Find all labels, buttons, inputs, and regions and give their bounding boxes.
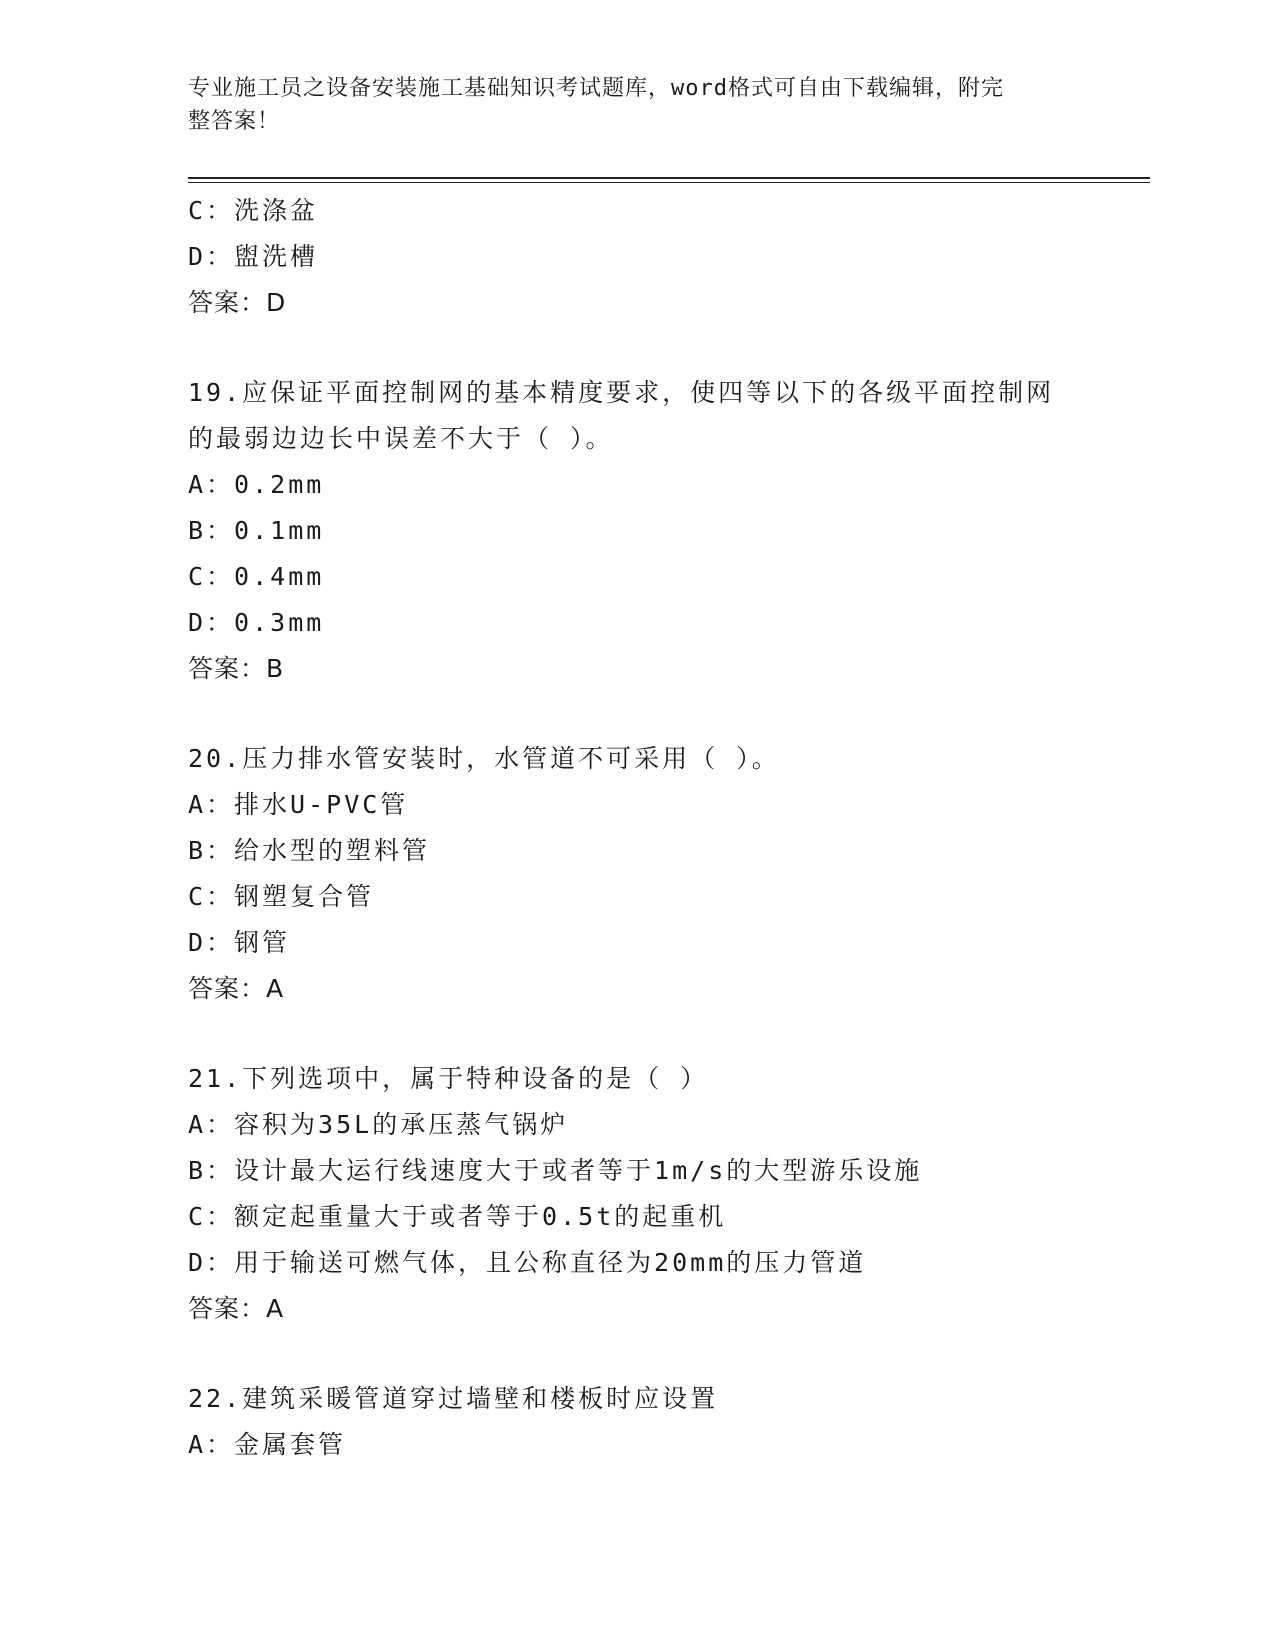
option-d: D：用于输送可燃气体，且公称直径为20mm的压力管道 bbox=[188, 1248, 867, 1277]
document-header bbox=[188, 72, 1068, 138]
document-body bbox=[188, 188, 1148, 1468]
option-c: C：洗涤盆 bbox=[188, 196, 319, 225]
question-19 bbox=[188, 370, 1148, 692]
question-stem: 22.建筑采暖管道穿过墙壁和楼板时应设置 bbox=[188, 1384, 719, 1413]
option-d: D：0.3mm bbox=[188, 608, 325, 637]
spacer bbox=[188, 692, 1148, 736]
previous-question-tail bbox=[188, 188, 1148, 326]
option-a: A：0.2mm bbox=[188, 470, 325, 499]
question-stem-line-2: 的最弱边边长中误差不大于（ ）。 bbox=[188, 424, 614, 453]
answer-line: 答案：D bbox=[188, 288, 287, 317]
spacer bbox=[188, 1012, 1148, 1056]
option-b: B：给水型的塑料管 bbox=[188, 836, 431, 865]
spacer bbox=[188, 326, 1148, 370]
option-a: A：金属套管 bbox=[188, 1430, 347, 1459]
question-21 bbox=[188, 1056, 1148, 1332]
option-c: C：0.4mm bbox=[188, 562, 325, 591]
question-20 bbox=[188, 736, 1148, 1012]
option-a: A：排水U-PVC管 bbox=[188, 790, 409, 819]
option-c: C：钢塑复合管 bbox=[188, 882, 375, 911]
option-d: D：钢管 bbox=[188, 928, 291, 957]
header-line-1: 专业施工员之设备安装施工基础知识考试题库，word格式可自由下载编辑，附完 bbox=[188, 76, 1004, 101]
option-a: A：容积为35L的承压蒸气锅炉 bbox=[188, 1110, 569, 1139]
header-divider-thin bbox=[188, 182, 1150, 183]
header-divider-thick bbox=[188, 177, 1150, 179]
option-c: C：额定起重量大于或者等于0.5t的起重机 bbox=[188, 1202, 727, 1231]
option-b: B：0.1mm bbox=[188, 516, 325, 545]
option-d: D：盥洗槽 bbox=[188, 242, 319, 271]
spacer bbox=[188, 1332, 1148, 1376]
answer-line: 答案：A bbox=[188, 1294, 285, 1323]
question-22 bbox=[188, 1376, 1148, 1468]
answer-line: 答案：B bbox=[188, 654, 285, 683]
question-stem: 20.压力排水管安装时，水管道不可采用（ ）。 bbox=[188, 744, 780, 773]
option-b: B：设计最大运行线速度大于或者等于1m/s的大型游乐设施 bbox=[188, 1156, 923, 1185]
question-stem-line-1: 19.应保证平面控制网的基本精度要求，使四等以下的各级平面控制网 bbox=[188, 378, 1055, 407]
question-stem: 21.下列选项中，属于特种设备的是（ ） bbox=[188, 1064, 709, 1093]
header-line-2: 整答案！ bbox=[188, 109, 281, 134]
answer-line: 答案：A bbox=[188, 974, 285, 1003]
